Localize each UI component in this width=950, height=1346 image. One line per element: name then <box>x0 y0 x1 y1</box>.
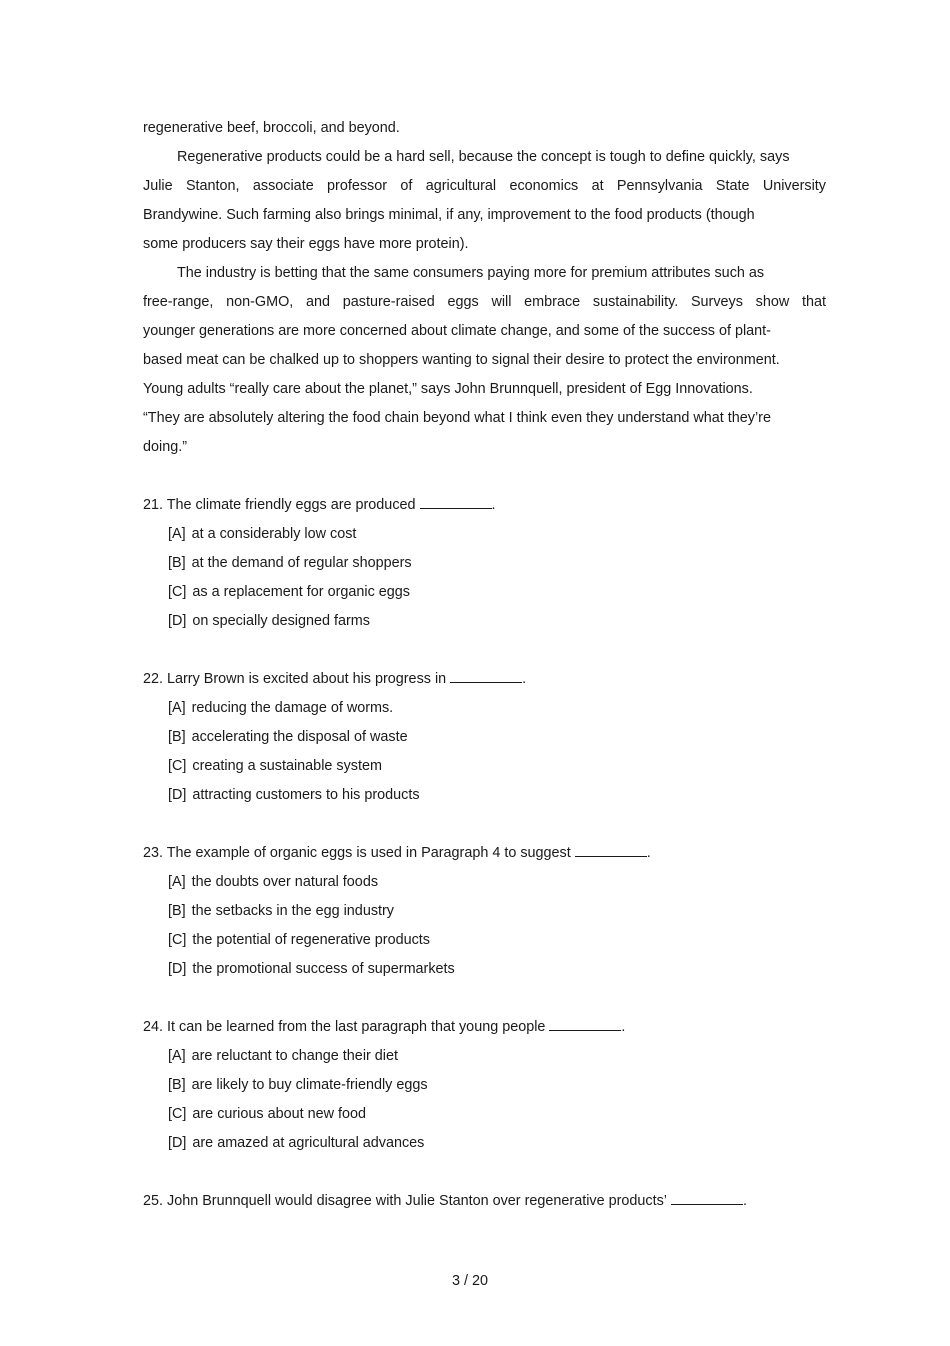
question-stem <box>143 843 826 872</box>
option-c <box>143 1104 826 1133</box>
document-page <box>143 118 826 1220</box>
question-stem <box>143 1017 826 1046</box>
option-letter: [A] <box>168 874 186 890</box>
option-text: at the demand of regular shoppers <box>191 555 412 571</box>
option-b <box>143 727 826 756</box>
option-letter: [B] <box>168 729 186 745</box>
passage-line: Julie Stanton, associate professor of agricultural economics at Pennsylvania State University <box>143 178 826 194</box>
option-text: the promotional success of supermarkets <box>192 961 455 977</box>
question-end: . <box>742 1193 747 1209</box>
option-d <box>143 785 826 814</box>
option-letter: [A] <box>168 526 186 542</box>
question-21 <box>143 495 826 640</box>
question-end: . <box>646 845 651 861</box>
option-d <box>143 1133 826 1162</box>
option-letter: [A] <box>168 1048 186 1064</box>
option-text: the doubts over natural foods <box>191 874 379 890</box>
option-text: as a replacement for organic eggs <box>192 584 410 600</box>
option-a <box>143 872 826 901</box>
option-text: at a considerably low cost <box>191 526 357 542</box>
passage-line: doing.” <box>143 439 188 455</box>
option-letter: [C] <box>168 932 187 948</box>
option-c <box>143 582 826 611</box>
option-letter: [B] <box>168 1077 186 1093</box>
option-c <box>143 930 826 959</box>
passage-line: free-range, non-GMO, and pasture-raised eggs will embrace sustainability. Surveys show that <box>143 294 826 310</box>
option-letter: [B] <box>168 555 186 571</box>
option-text: are likely to buy climate-friendly eggs <box>191 1077 428 1093</box>
question-22 <box>143 669 826 814</box>
option-text: the potential of regenerative products <box>192 932 430 948</box>
option-letter: [C] <box>168 1106 187 1122</box>
option-text: creating a sustainable system <box>192 758 382 774</box>
option-letter: [D] <box>168 1135 187 1151</box>
passage-line: “They are absolutely altering the food chain beyond what I think even they understand what they’re <box>143 410 771 426</box>
question-end: . <box>491 497 496 513</box>
option-a <box>143 698 826 727</box>
question-text: 25. John Brunnquell would disagree with Julie Stanton over regenerative products’ <box>143 1193 667 1209</box>
option-text: accelerating the disposal of waste <box>191 729 408 745</box>
answer-blank <box>575 844 647 857</box>
option-letter: [C] <box>168 758 187 774</box>
answer-blank <box>549 1018 621 1031</box>
option-b <box>143 1075 826 1104</box>
passage-line: Brandywine. Such farming also brings minimal, if any, improvement to the food products (though <box>143 207 755 223</box>
option-text: the setbacks in the egg industry <box>191 903 394 919</box>
option-text: are reluctant to change their diet <box>191 1048 399 1064</box>
question-text: 23. The example of organic eggs is used in Paragraph 4 to suggest <box>143 845 571 861</box>
answer-blank <box>450 670 522 683</box>
passage-line: younger generations are more concerned about climate change, and some of the success of plant- <box>143 323 771 339</box>
question-text: 21. The climate friendly eggs are produced <box>143 497 416 513</box>
question-24 <box>143 1017 826 1162</box>
option-letter: [A] <box>168 700 186 716</box>
option-c <box>143 756 826 785</box>
question-stem <box>143 495 826 524</box>
option-letter: [D] <box>168 613 187 629</box>
option-d <box>143 611 826 640</box>
option-text: attracting customers to his products <box>192 787 420 803</box>
option-letter: [B] <box>168 903 186 919</box>
passage-line: The industry is betting that the same consumers paying more for premium attributes such as <box>177 265 765 281</box>
question-end: . <box>621 1019 626 1035</box>
question-stem <box>143 1191 826 1220</box>
option-text: reducing the damage of worms. <box>191 700 394 716</box>
passage-line: some producers say their eggs have more protein). <box>143 236 469 252</box>
option-b <box>143 553 826 582</box>
passage-line: regenerative beef, broccoli, and beyond. <box>143 120 400 136</box>
question-23 <box>143 843 826 988</box>
option-text: are amazed at agricultural advances <box>192 1135 425 1151</box>
question-end: . <box>522 671 527 687</box>
passage-line: based meat can be chalked up to shoppers wanting to signal their desire to protect the environment. <box>143 352 780 368</box>
question-25 <box>143 1191 826 1220</box>
option-text: are curious about new food <box>192 1106 366 1122</box>
passage-line: Young adults “really care about the planet,” says John Brunnquell, president of Egg Innovations. <box>143 381 753 397</box>
option-d <box>143 959 826 988</box>
option-text: on specially designed farms <box>192 613 370 629</box>
question-text: 24. It can be learned from the last paragraph that young people <box>143 1019 546 1035</box>
option-letter: [D] <box>168 787 187 803</box>
page-number: 3 / 20 <box>451 1273 488 1289</box>
option-a <box>143 1046 826 1075</box>
option-letter: [D] <box>168 961 187 977</box>
option-letter: [C] <box>168 584 187 600</box>
answer-blank <box>420 496 492 509</box>
question-stem <box>143 669 826 698</box>
question-text: 22. Larry Brown is excited about his progress in <box>143 671 447 687</box>
answer-blank <box>671 1192 743 1205</box>
option-a <box>143 524 826 553</box>
option-b <box>143 901 826 930</box>
passage <box>143 118 826 466</box>
passage-line: Regenerative products could be a hard sell, because the concept is tough to define quickly, says <box>177 149 790 165</box>
